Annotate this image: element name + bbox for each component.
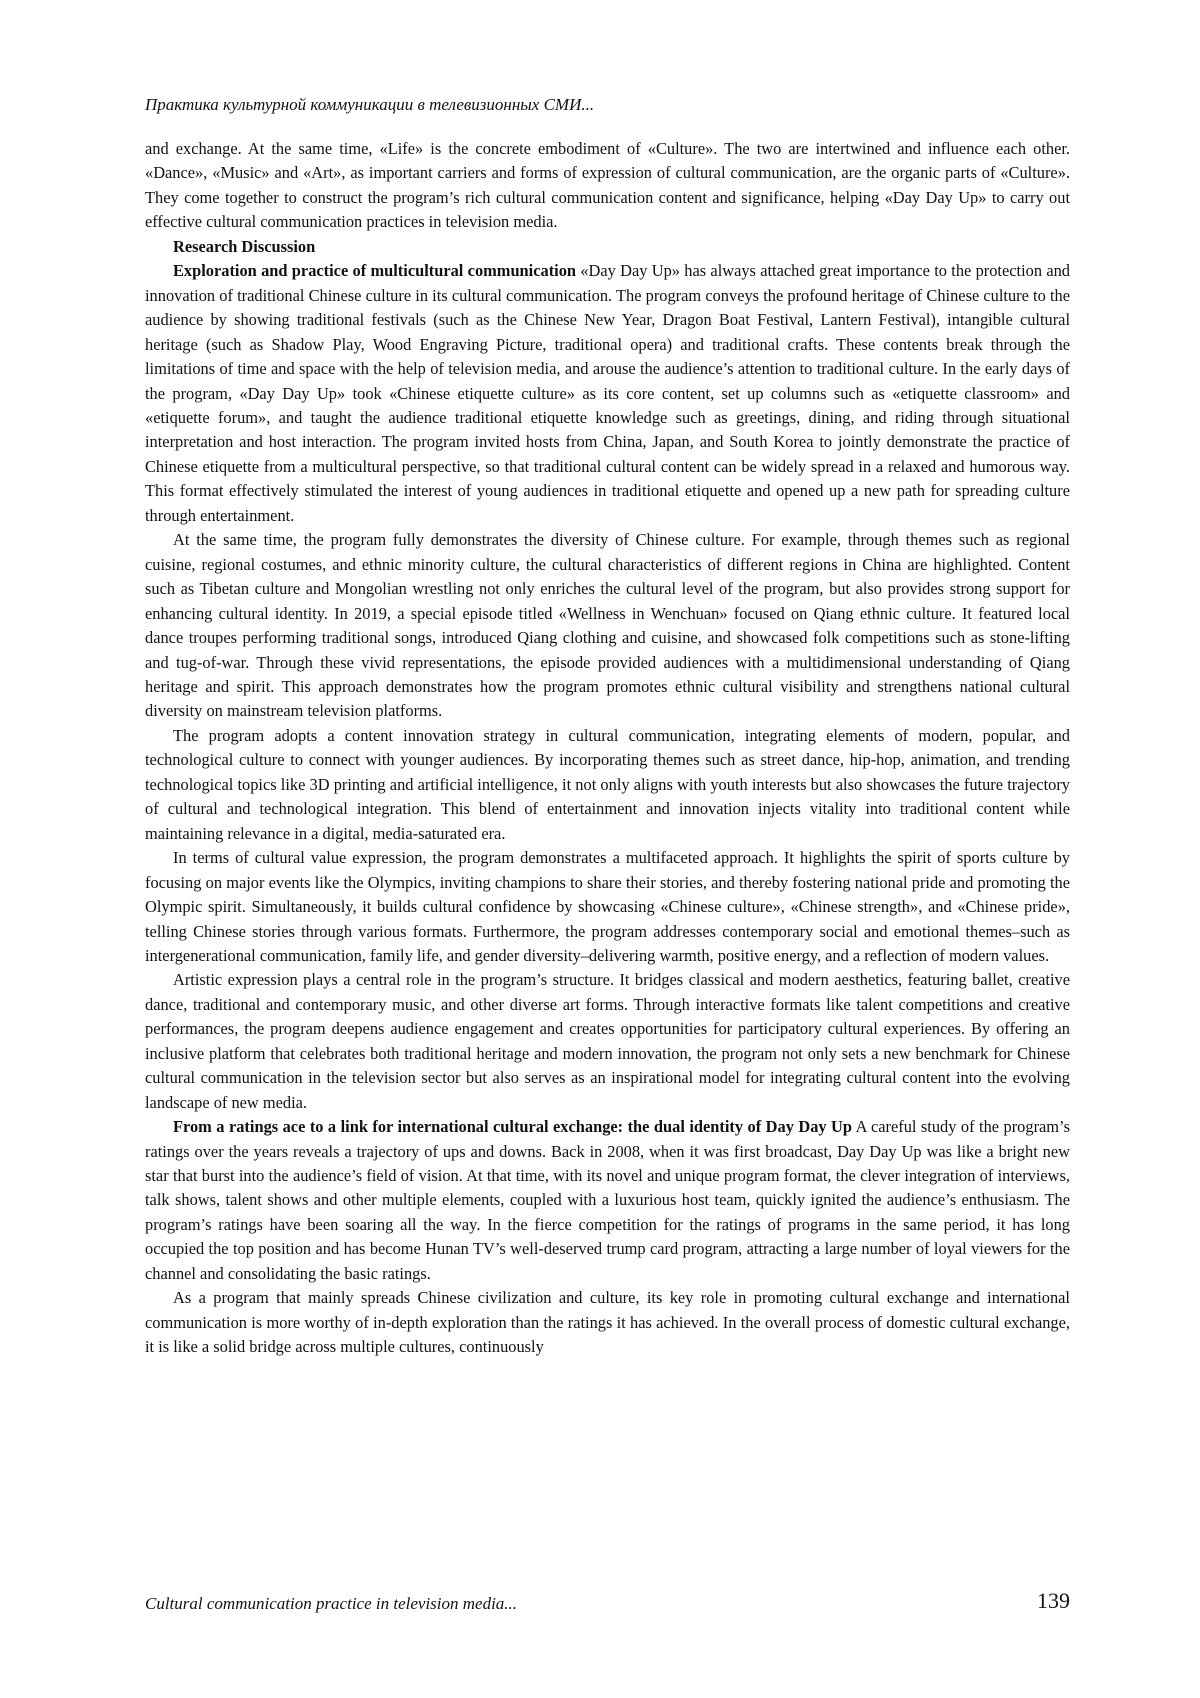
paragraph-exploration bbox=[145, 259, 1070, 528]
paragraph-cultural-bridge: As a program that mainly spreads Chinese civilization and culture, its key role in promoting cultural exchange and international communication is more worthy of in-depth exploration than the ratings it has achieved. In the overall process of domestic cultural exchange, it is like a solid bridge across multiple cultures, continuously bbox=[145, 1288, 1070, 1357]
page-number: 139 bbox=[1037, 1588, 1070, 1613]
subsection-heading-exploration: Exploration and practice of multicultural communication bbox=[173, 261, 577, 281]
subsection-heading-ratings: From a ratings ace to a link for international cultural exchange: the dual identity of Day Day Up bbox=[173, 1117, 853, 1137]
article-body bbox=[145, 137, 1070, 1360]
paragraph-ratings-text: A careful study of the program’s ratings over the years reveals a trajectory of ups and downs. Back in 2008, when it was first broadcast, Day Day Up was like a bright new star that burst into the audience’s field of vision. At that time, with its novel and unique program format, the clever integration of interviews, talk shows, talent shows and other multiple elements, coupled with a luxurious host team, quickly ignited the audience’s enthusiasm. The program’s ratings have been soaring all the way. In the fierce competition for the ratings of programs in the same period, it has long occupied the top position and has become Hunan TV’s well-deserved trump card program, attracting a large number of loyal viewers for the channel and consolidating the basic ratings. bbox=[145, 1117, 1070, 1283]
paragraph-diversity: At the same time, the program fully demonstrates the diversity of Chinese culture. For example, through themes such as regional cuisine, regional costumes, and ethnic minority culture, the cultural characteristics of different regions in China are highlighted. Content such as Tibetan culture and Mongolian wrestling not only enriches the cultural level of the program, but also provides strong support for enhancing cultural identity. In 2019, a special episode titled «Wellness in Wenchuan» focused on Qiang ethnic culture. It featured local dance troupes performing traditional songs, introduced Qiang clothing and cuisine, and showcased folk competitions such as stone-lifting and tug-of-war. Through these vivid representations, the episode provided audiences with a multidimensional understanding of Qiang heritage and spirit. This approach demonstrates how the program promotes ethnic cultural visibility and strengthens national cultural diversity on mainstream television platforms. bbox=[145, 530, 1070, 721]
paragraph-intro-continued: and exchange. At the same time, «Life» is the concrete embodiment of «Culture». The two are intertwined and influence each other. «Dance», «Music» and «Art», as important carriers and forms of expression of cultural communication, are the organic parts of «Culture». They come together to construct the program’s rich cultural communication content and significance, helping «Day Day Up» to carry out effective cultural communication practices in television media. bbox=[145, 139, 1070, 232]
paragraph-artistic-expression: Artistic expression plays a central role in the program’s structure. It bridges classical and modern aesthetics, featuring ballet, creative dance, traditional and contemporary music, and other diverse art forms. Through interactive formats like talent competitions and creative performances, the program deepens audience engagement and creates opportunities for participatory cultural experiences. By offering an inclusive platform that celebrates both traditional heritage and modern innovation, the program not only sets a new benchmark for Chinese cultural communication in the television sector but also serves as an inspirational model for integrating cultural content into the evolving landscape of new media. bbox=[145, 970, 1070, 1112]
footer-running-title: Cultural communication practice in television media... bbox=[145, 1594, 518, 1613]
running-head: Практика культурной коммуникации в телевизионных СМИ... bbox=[145, 95, 595, 114]
paragraph-cultural-value: In terms of cultural value expression, the program demonstrates a multifaceted approach. It highlights the spirit of sports culture by focusing on major events like the Olympics, inviting champions to share their stories, and thereby fostering national pride and promoting the Olympic spirit. Simultaneously, it builds cultural confidence by showcasing «Chinese culture», «Chinese strength», and «Chinese pride», telling Chinese stories through various formats. Furthermore, the program addresses contemporary social and emotional themes–such as intergenerational communication, family life, and gender diversity–delivering warmth, positive energy, and a reflection of modern values. bbox=[145, 848, 1070, 965]
paragraph-exploration-text: «Day Day Up» has always attached great importance to the protection and innovation of traditional Chinese culture in its cultural communication. The program conveys the profound heritage of Chinese culture to the audience by showing traditional festivals (such as the Chinese New Year, Dragon Boat Festival, Lantern Festival), intangible cultural heritage (such as Shadow Play, Wood Engraving Picture, traditional opera) and traditional crafts. These contents break through the limitations of time and space with the help of television media, and arouse the audience’s attention to traditional culture. In the early days of the program, «Day Day Up» took «Chinese etiquette culture» as its core content, set up columns such as «etiquette classroom» and «etiquette forum», and taught the audience traditional etiquette knowledge such as greetings, dining, and riding through situational interpretation and host interaction. The program invited hosts from China, Japan, and South Korea to jointly demonstrate the practice of Chinese etiquette from a multicultural perspective, so that traditional cultural content can be widely spread in a relaxed and humorous way. This format effectively stimulated the interest of young audiences in traditional etiquette and opened up a new path for spreading culture through entertainment. bbox=[145, 261, 1071, 525]
paragraph-innovation: The program adopts a content innovation strategy in cultural communication, integrating elements of modern, popular, and technological culture to connect with younger audiences. By incorporating themes such as street dance, hip-hop, animation, and trending technological topics like 3D printing and artificial intelligence, it not only aligns with youth interests but also showcases the future trajectory of cultural and technological integration. This blend of entertainment and innovation injects vitality into traditional content while maintaining relevance in a digital, media-saturated era. bbox=[145, 725, 1070, 843]
section-heading: Research Discussion bbox=[173, 236, 316, 256]
paragraph-ratings bbox=[145, 1115, 1070, 1286]
